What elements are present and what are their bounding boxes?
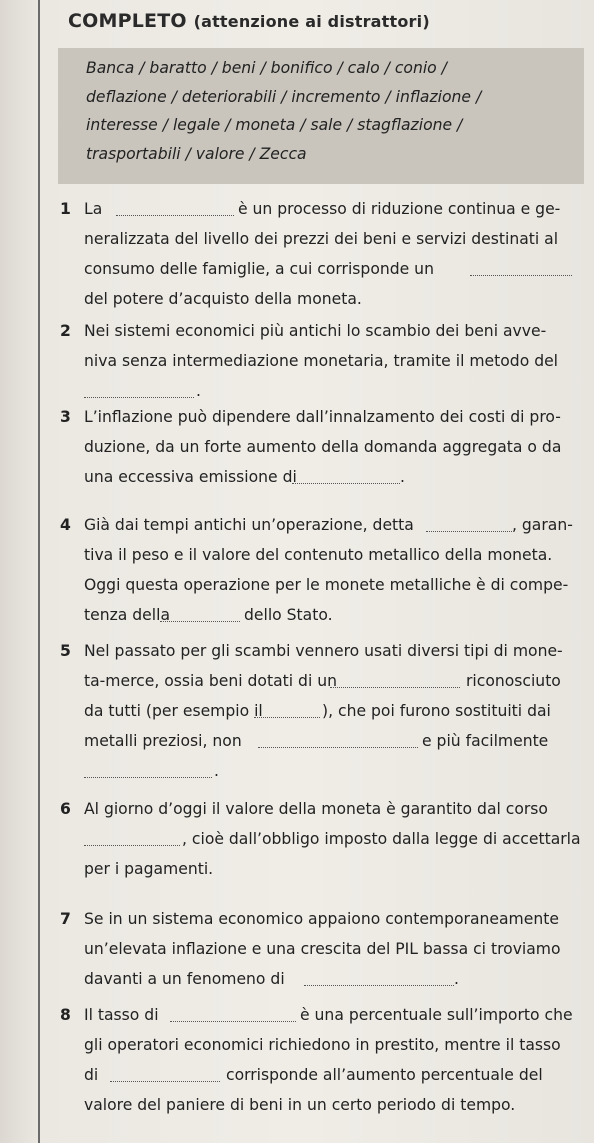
exercise-text: , cioè dall’obbligo imposto dalla legge di accettarla	[182, 830, 581, 848]
exercise-1	[60, 194, 580, 314]
exercise-text: metalli preziosi, non	[84, 732, 242, 750]
exercise-text: Se in un sistema economico appaiono contemporaneamente	[84, 910, 559, 928]
exercise-text: niva senza intermediazione monetaria, tramite il metodo del	[84, 352, 559, 370]
exercise-text: tiva il peso e il valore del contenuto metallico della moneta.	[84, 546, 553, 564]
exercise-4	[60, 510, 580, 630]
exercise-text: Già dai tempi antichi un’operazione, detta	[84, 516, 414, 534]
exercise-number: 3	[60, 408, 71, 426]
exercise-text: Al giorno d’oggi il valore della moneta è garantito dal corso	[84, 800, 548, 818]
exercise-text: Nel passato per gli scambi vennero usati diversi tipi di mone-	[84, 642, 563, 660]
exercise-7	[60, 904, 580, 994]
exercise-number: 5	[60, 642, 71, 660]
exercise-text: del potere d’acquisto della moneta.	[84, 290, 362, 308]
exercise-text: riconosciuto	[466, 672, 561, 690]
exercise-text: una eccessiva emissione di	[84, 468, 297, 486]
exercise-2	[60, 316, 580, 406]
exercise-text: .	[400, 468, 405, 486]
answer-blank[interactable]	[116, 198, 234, 216]
exercise-8	[60, 1000, 580, 1120]
word-bank	[58, 48, 584, 184]
answer-blank[interactable]	[258, 730, 418, 748]
exercise-text: corrisponde all’aumento percentuale del	[226, 1066, 543, 1084]
answer-blank[interactable]	[330, 670, 460, 688]
answer-blank[interactable]	[426, 514, 512, 532]
exercise-number: 8	[60, 1006, 71, 1024]
answer-blank[interactable]	[170, 1004, 296, 1022]
exercise-text: Nei sistemi economici più antichi lo scambio dei beni avve-	[84, 322, 547, 340]
exercise-text: .	[454, 970, 459, 988]
exercise-text: e più facilmente	[422, 732, 549, 750]
exercise-text: La	[84, 200, 103, 218]
exercise-text: neralizzata del livello dei prezzi dei beni e servizi destinati al	[84, 230, 559, 248]
word-bank-line: Banca / baratto / beni / bonifico / calo / conio /	[86, 59, 447, 77]
exercise-number: 6	[60, 800, 71, 818]
answer-blank[interactable]	[84, 760, 212, 778]
exercise-text: gli operatori economici richiedono in prestito, mentre il tasso	[84, 1036, 561, 1054]
word-bank-line: deflazione / deteriorabili / incremento / inflazione /	[86, 87, 482, 106]
exercise-text: .	[214, 762, 219, 780]
exercise-text: valore del paniere di beni in un certo periodo di tempo.	[84, 1096, 516, 1114]
answer-blank[interactable]	[160, 604, 240, 622]
exercise-title	[68, 10, 430, 32]
exercise-5	[60, 636, 580, 786]
exercise-text: ta-merce, ossia beni dotati di un	[84, 672, 337, 690]
word-bank-line: trasportabili / valore / Zecca	[86, 144, 307, 163]
exercise-text: tenza della	[84, 606, 171, 624]
exercise-text: L’inflazione può dipendere dall’innalzamento dei costi di pro-	[84, 408, 561, 426]
answer-blank[interactable]	[470, 258, 572, 276]
answer-blank[interactable]	[110, 1064, 220, 1082]
exercise-text: Oggi questa operazione per le monete metalliche è di compe-	[84, 576, 569, 594]
answer-blank[interactable]	[304, 968, 454, 986]
exercise-text: , garan-	[512, 516, 573, 534]
exercise-text: un’elevata inflazione e una crescita del PIL bassa ci troviamo	[84, 940, 561, 958]
answer-blank[interactable]	[292, 466, 400, 484]
exercise-number: 4	[60, 516, 71, 534]
exercise-text: di	[84, 1066, 99, 1084]
exercise-text: dello Stato.	[244, 606, 333, 624]
exercise-text: ), che poi furono sostituiti dai	[322, 702, 551, 720]
exercise-text: duzione, da un forte aumento della domanda aggregata o da	[84, 438, 562, 456]
exercise-number: 2	[60, 322, 71, 340]
answer-blank[interactable]	[84, 380, 194, 398]
answer-blank[interactable]	[84, 828, 180, 846]
exercise-text: da tutti (per esempio il	[84, 702, 263, 720]
exercise-6	[60, 794, 580, 884]
exercise-3	[60, 402, 580, 492]
exercise-text: davanti a un fenomeno di	[84, 970, 285, 988]
exercise-number: 7	[60, 910, 71, 928]
exercise-text: è un processo di riduzione continua e ge-	[238, 200, 561, 218]
margin-rule	[38, 0, 40, 1143]
exercise-number: 1	[60, 200, 71, 218]
exercise-text: Il tasso di	[84, 1006, 159, 1024]
title-subtitle: (attenzione ai distrattori)	[193, 12, 430, 31]
exercise-text: per i pagamenti.	[84, 860, 214, 878]
exercise-text: consumo delle famiglie, a cui corrisponde un	[84, 260, 434, 278]
exercise-text: è una percentuale sull’importo che	[300, 1006, 573, 1024]
exercise-text: .	[196, 382, 201, 400]
answer-blank[interactable]	[254, 700, 320, 718]
title-main: COMPLETO	[68, 10, 187, 32]
word-bank-line: interesse / legale / moneta / sale / stagflazione /	[86, 116, 463, 134]
